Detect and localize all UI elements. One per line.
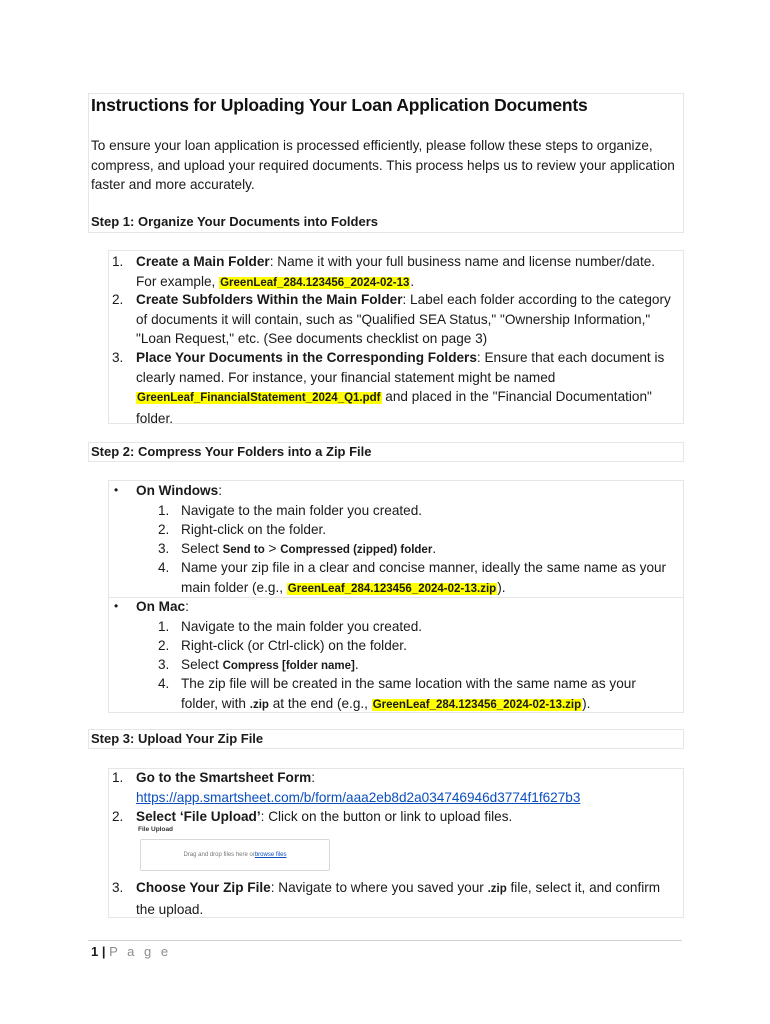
highlight-zip-name-windows: GreenLeaf_284.123456_2024-02-13.zip: [287, 582, 497, 595]
mac-item2: Right-click (or Ctrl-click) on the folder.: [181, 638, 407, 653]
win-item1: Navigate to the main folder you created.: [181, 503, 423, 518]
file-upload-screenshot: [138, 826, 330, 870]
step3-item1-num: 1.: [112, 770, 124, 785]
windows-label: On Windows:: [136, 483, 222, 498]
step3-item1: [136, 768, 681, 807]
bullet-icon: •: [114, 599, 119, 613]
win-item2-num: 2.: [158, 522, 170, 537]
win-item3-num: 3.: [158, 541, 170, 556]
step1-item2-num: 2.: [112, 292, 124, 307]
step3-heading: Step 3: Upload Your Zip File: [91, 731, 264, 746]
step1-item2-bold: Create Subfolders Within the Main Folder: [136, 292, 403, 307]
win-item4-pre: main folder (e.g.,: [181, 579, 287, 595]
step1-item2-text: : Label each folder according to the category: [402, 292, 671, 307]
windows-label-text: On Windows: [136, 483, 219, 498]
step1-heading: Step 1: Organize Your Documents into Folders: [91, 214, 379, 229]
step1-item2-line2: of documents it will contain, such as "Qualified SEA Status," "Ownership Information,": [136, 311, 651, 327]
file-drop-zone[interactable]: [140, 839, 330, 871]
win-item4-num: 4.: [158, 560, 170, 575]
win-item3-post: .: [432, 541, 437, 556]
win-item4: [181, 558, 681, 599]
mac-item3-num: 3.: [158, 657, 170, 672]
mac-item3-compress: Compress [folder name]: [222, 660, 355, 672]
smartsheet-form-link[interactable]: https://app.smartsheet.com/b/form/aaa2eb8d2a034746946d3774f1f627b3: [136, 789, 581, 805]
win-item3-compressed: Compressed (zipped) folder: [280, 544, 433, 556]
mac-item4-num: 4.: [158, 676, 170, 691]
win-item4-post: ).: [497, 579, 506, 595]
step3-item3-num: 3.: [112, 880, 124, 895]
step1-item1-bold: Create a Main Folder: [136, 254, 270, 269]
step1-item3-line4: folder.: [136, 410, 174, 426]
mac-item4-post: ).: [582, 695, 591, 711]
page-label: P a g e: [109, 944, 172, 959]
step1-item1-post: .: [410, 273, 415, 289]
browse-files-link[interactable]: browse files: [254, 852, 287, 858]
step3-item1-text: :: [311, 770, 316, 785]
drop-text: Drag and drop files here or: [183, 852, 255, 858]
step2-heading: Step 2: Compress Your Folders into a Zip File: [91, 444, 372, 459]
mac-item4-pre: folder, with: [181, 695, 250, 711]
file-upload-label: File Upload: [138, 826, 174, 833]
mac-item3-pre: Select: [181, 657, 223, 672]
step3-item3-text2: file, select it, and confirm: [506, 880, 661, 895]
step1-item3-text: : Ensure that each document is: [476, 350, 665, 365]
step3-item2-bold: Select ‘File Upload’: [136, 809, 261, 824]
mac-label: On Mac:: [136, 599, 189, 614]
page-number: 1: [91, 944, 99, 959]
win-item3-send-to: Send to: [222, 544, 265, 556]
page-footer: [91, 944, 171, 959]
mac-item4-mid: at the end (e.g.,: [268, 695, 372, 711]
highlight-financial-statement: GreenLeaf_FinancialStatement_2024_Q1.pdf: [137, 392, 381, 404]
mac-item4-zip-ext: .zip: [249, 698, 269, 711]
step3-item3-text: : Navigate to where you saved your: [270, 880, 488, 895]
step1-item3-num: 3.: [112, 350, 124, 365]
step3-item3-line2: the upload.: [136, 901, 204, 917]
step1-item1-text: : Name it with your full business name and license number/date.: [269, 254, 656, 269]
step3-item2-text: : Click on the button or link to upload files.: [260, 809, 513, 824]
intro-paragraph: To ensure your loan application is processed efficiently, please follow these steps to organize, compress, and upload your required documents. This process helps us to review your application faster and more accurately.: [91, 138, 675, 192]
page-title: Instructions for Uploading Your Loan Application Documents: [91, 95, 588, 115]
step1-item1: [136, 252, 681, 293]
footer-divider: [88, 940, 682, 941]
footer-separator: |: [101, 944, 106, 959]
win-item2: Right-click on the folder.: [181, 522, 327, 537]
step3-item3: [136, 878, 681, 919]
mac-label-text: On Mac: [136, 599, 186, 614]
step1-item3: [136, 348, 681, 428]
step1-item3-line3: and placed in the "Financial Documentation": [381, 389, 652, 404]
mac-item1-num: 1.: [158, 619, 170, 634]
step1-item1-line2: For example,: [136, 273, 220, 289]
step1-item2: [136, 290, 681, 349]
mac-item3-post: .: [354, 657, 359, 672]
step3-item1-bold: Go to the Smartsheet Form: [136, 770, 312, 785]
mac-item1: Navigate to the main folder you created.: [181, 619, 423, 634]
step3-item3-zip: .zip: [487, 883, 507, 895]
win-item4-text: Name your zip file in a clear and concise manner, ideally the same name as your: [181, 560, 667, 575]
step1-item2-line3: "Loan Request," etc. (See documents checklist on page 3): [136, 331, 488, 346]
mac-item2-num: 2.: [158, 638, 170, 653]
win-item3-pre: Select: [181, 541, 223, 556]
win-item3-mid: >: [264, 541, 281, 556]
step3-item3-bold: Choose Your Zip File: [136, 880, 271, 895]
mac-item4-text: The zip file will be created in the same location with the same name as your: [181, 676, 636, 691]
highlight-folder-name: GreenLeaf_284.123456_2024-02-13: [220, 276, 410, 289]
win-item1-num: 1.: [158, 503, 170, 518]
highlight-zip-name-mac: GreenLeaf_284.123456_2024-02-13.zip: [372, 698, 582, 711]
step1-item3-bold: Place Your Documents in the Corresponding Folders: [136, 350, 477, 365]
step3-item2: [136, 807, 681, 827]
step3-item2-num: 2.: [112, 809, 124, 824]
bullet-icon: •: [114, 483, 119, 497]
step1-item1-num: 1.: [112, 254, 124, 269]
step1-item3-line2: clearly named. For instance, your financial statement might be named: [136, 369, 556, 385]
mac-item4: [181, 674, 681, 715]
